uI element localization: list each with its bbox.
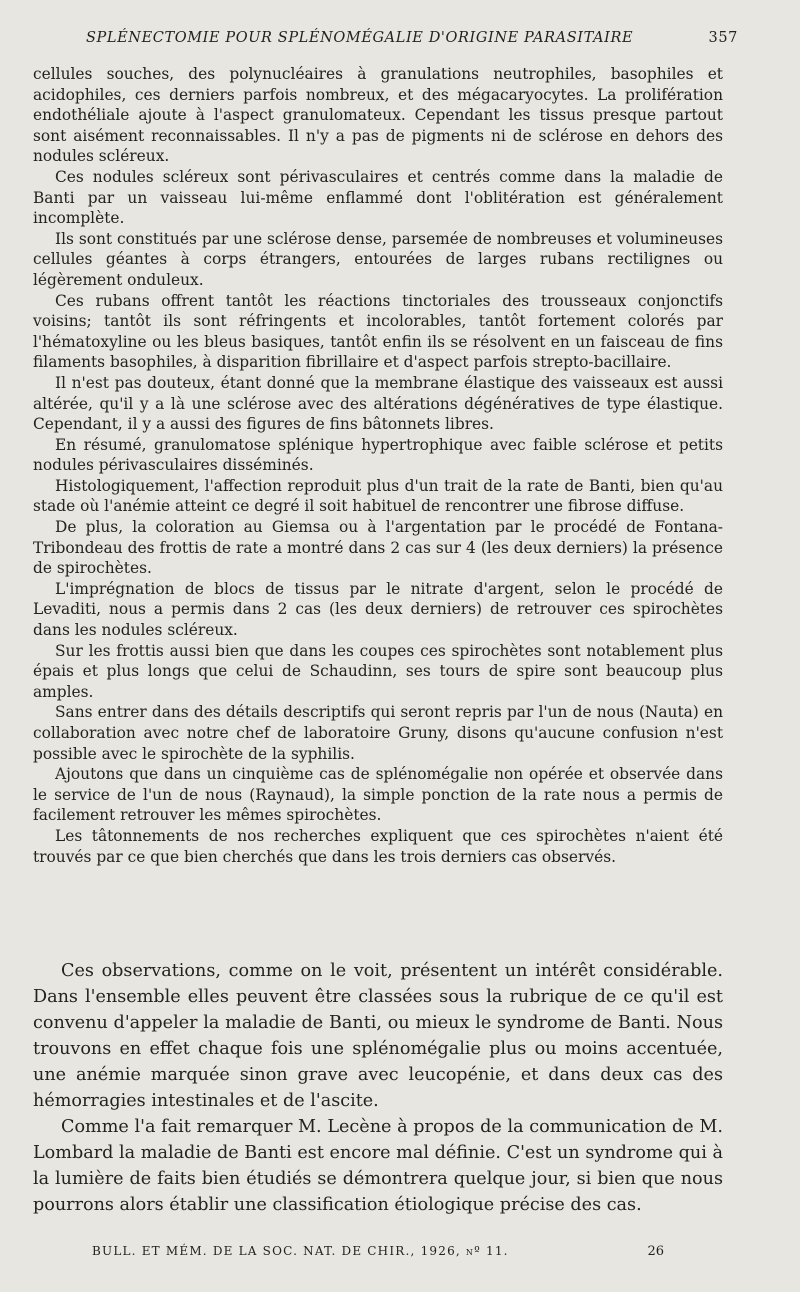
paragraph: Comme l'a fait remarquer M. Lecène à propos de la communication de M. Lombard la maladie de Banti est encore mal définie. C'est un syndrome qui à la lumière de faits bien étudiés se démontrera quelque jour, si bien que nous pourrons alors établir une classification étiologique précise des cas. <box>33 1117 723 1215</box>
paragraph: Ces rubans offrent tantôt les réactions tinctoriales des trousseaux conjonctifs voisins; tantôt ils sont réfringents et incolorables, tantôt fortement colorés par l'hématoxyline ou les bleus basiques, tantôt enfin ils se résolvent en un faisceau de fins filaments basophiles, à disparition fibrillaire et d'aspect parfois strepto-bacillaire. <box>33 291 723 372</box>
journal-citation: BULL. ET MÉM. DE LA SOC. NAT. DE CHIR., 1926, nº 11. <box>92 1244 509 1258</box>
paragraph: Ajoutons que dans un cinquième cas de splénomégalie non opérée et observée dans le service de l'un de nous (Raynaud), la simple ponction de la rate nous a permis de facilement retrouver les mêmes spirochètes. <box>33 765 723 825</box>
paragraph: Ils sont constitués par une sclérose dense, parsemée de nombreuses et volumineuses cellules géantes à corps étrangers, entourées de larges rubans rectilignes ou légèrement onduleux. <box>33 229 723 289</box>
paragraph: De plus, la coloration au Giemsa ou à l'argentation par le procédé de Fontana-Tribondeau des frottis de rate a montré dans 2 cas sur 4 (les deux derniers) la présence de spirochètes. <box>33 518 723 578</box>
page-footer <box>92 1244 664 1264</box>
signature-mark: 26 <box>647 1244 664 1259</box>
paragraph: cellules souches, des polynucléaires à granulations neutrophiles, basophiles et acidophiles, ces derniers parfois nombreux, et des mégacaryocytes. La prolifération endothéliale ajoute à l'aspect granulomateux. Cependant les tissus presque partout sont aisément reconnaissables. Il n'y a pas de pigments ni de sclérose en dehors des nodules scléreux. <box>33 65 723 166</box>
paragraph: L'imprégnation de blocs de tissus par le nitrate d'argent, selon le procédé de Levaditi, nous a permis dans 2 cas (les deux derniers) de retrouver ces spirochètes dans les nodules scléreux. <box>33 579 723 640</box>
paragraph: Les tâtonnements de nos recherches expliquent que ces spirochètes n'aient été trouvés par ce que bien cherchés que dans les trois derniers cas observés. <box>33 826 723 866</box>
running-title: SPLÉNECTOMIE POUR SPLÉNOMÉGALIE D'ORIGINE PARASITAIRE <box>86 30 634 46</box>
discussion-text <box>33 958 723 1218</box>
paragraph: Ces observations, comme on le voit, présentent un intérêt considérable. Dans l'ensemble elles peuvent être classées sous la rubrique de ce qu'il est convenu d'appeler la maladie de Banti, ou mieux le syndrome de Banti. Nous trouvons en effet chaque fois une splénomégalie plus ou moins accentuée, une anémie marquée sinon grave avec leucopénie, et dans deux cas des hémorragies intestinales et de l'ascite. <box>33 961 723 1111</box>
paragraph: En résumé, granulomatose splénique hypertrophique avec faible sclérose et petits nodules périvasculaires disséminés. <box>33 435 723 475</box>
case-report-small-print <box>33 64 723 867</box>
paragraph: Ces nodules scléreux sont périvasculaires et centrés comme dans la maladie de Banti par un vaisseau lui-même enflammé dont l'oblitération est généralement incomplète. <box>33 167 723 228</box>
paragraph: Il n'est pas douteux, étant donné que la membrane élastique des vaisseaux est aussi altérée, qu'il y a là une sclérose avec des altérations dégénératives de type élastique. Cependant, il y a aussi des figures de fins bâtonnets libres. <box>33 373 723 434</box>
paragraph: Sur les frottis aussi bien que dans les coupes ces spirochètes sont notablement plus épais et plus longs que celui de Schaudinn, ses tours de spire sont beaucoup plus amples. <box>33 641 723 701</box>
paragraph: Histologiquement, l'affection reproduit plus d'un trait de la rate de Banti, bien qu'au stade où l'anémie atteint ce degré il soit habituel de rencontrer une fibrose diffuse. <box>33 476 723 516</box>
page-number: 357 <box>708 30 738 46</box>
running-header <box>86 30 738 52</box>
paragraph: Sans entrer dans des détails descriptifs qui seront repris par l'un de nous (Nauta) en collaboration avec notre chef de laboratoire Gruny, disons qu'aucune confusion n'est possible avec le spirochète de la syphilis. <box>33 703 723 763</box>
